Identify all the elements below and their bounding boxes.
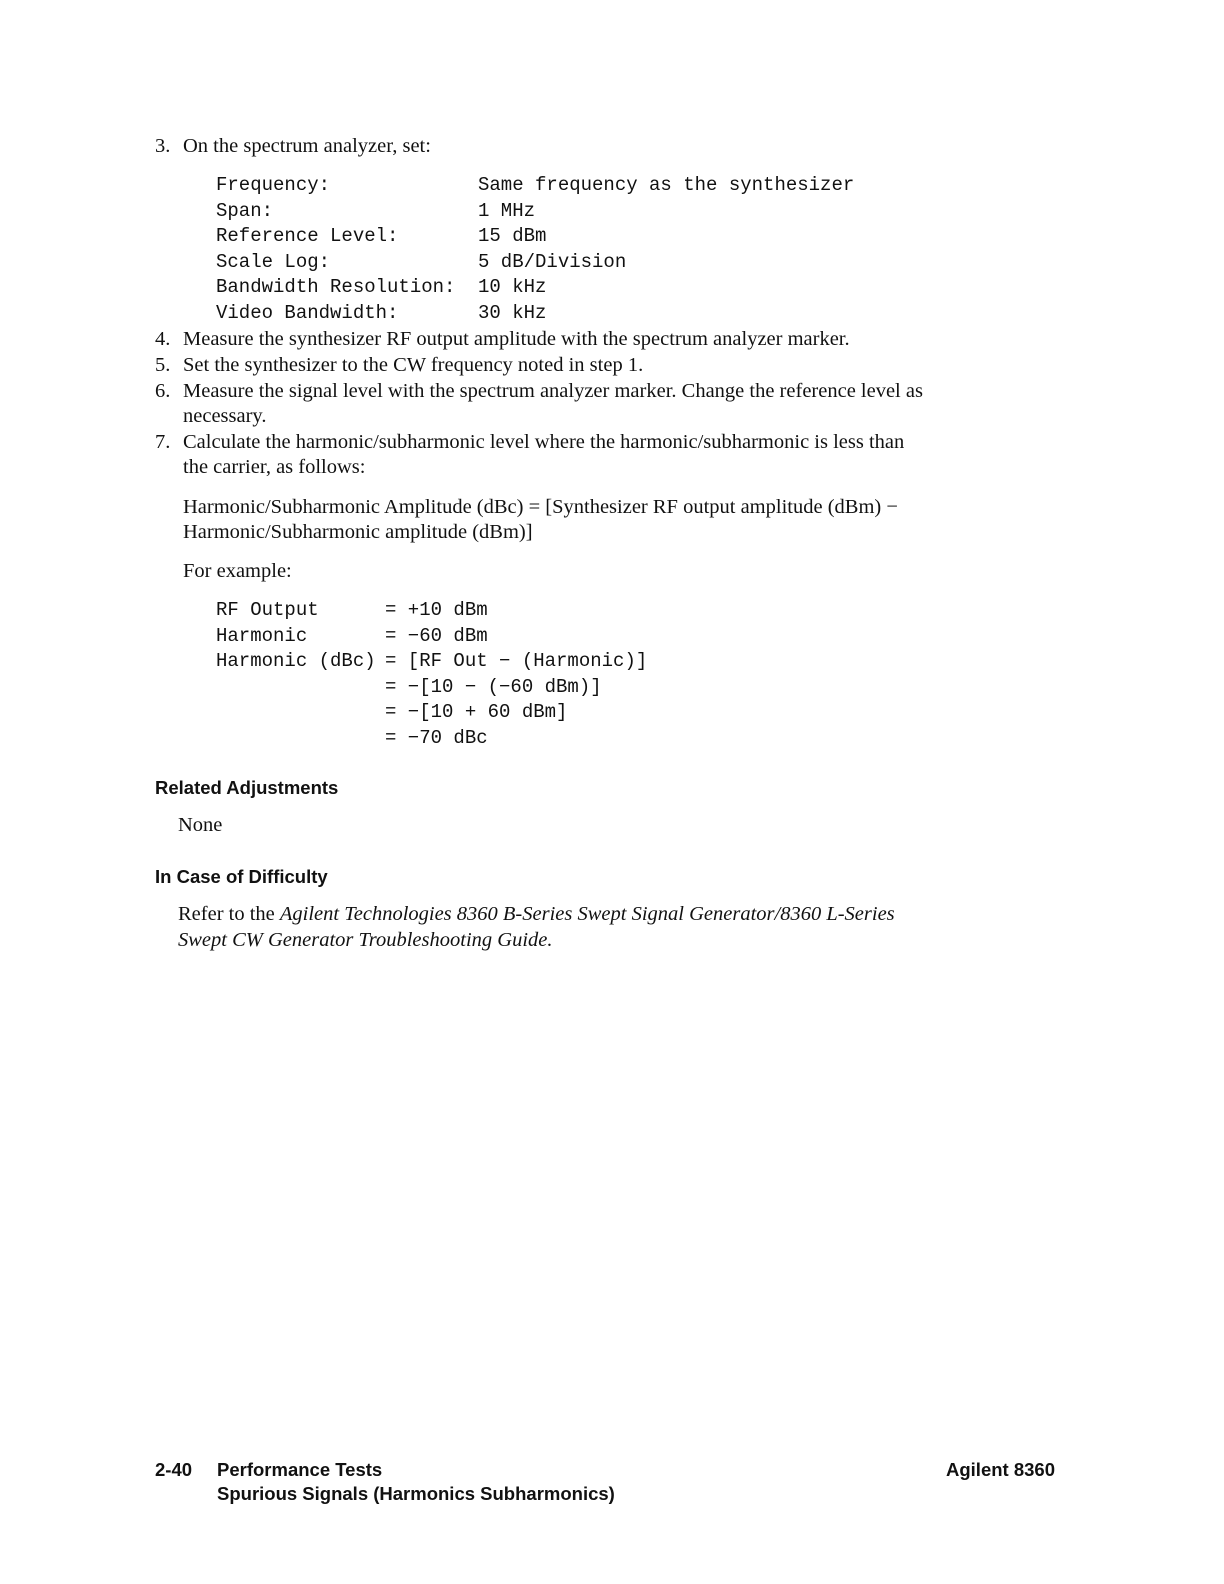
example-label: Harmonic (dBc) xyxy=(216,650,376,672)
footer-page-number: 2-40 xyxy=(155,1459,193,1480)
setting-row xyxy=(216,275,916,300)
difficulty-body xyxy=(178,902,1038,952)
step-text-line-2: necessary. xyxy=(183,405,267,427)
setting-label: Scale Log: xyxy=(216,250,331,273)
formula-line-1: Harmonic/Subharmonic Amplitude (dBc) = [Synthesizer RF output amplitude (dBm) − xyxy=(183,496,898,518)
setting-value: 30 kHz xyxy=(478,301,547,324)
difficulty-heading: In Case of Difficulty xyxy=(155,866,328,887)
example-value: = +10 dBm xyxy=(385,599,488,621)
setting-value: 5 dB/Division xyxy=(478,250,627,273)
footer-subsection: Spurious Signals (Harmonics Subharmonics) xyxy=(217,1483,615,1504)
setting-value: 15 dBm xyxy=(478,225,547,247)
step-text-line-2: the carrier, as follows: xyxy=(183,456,366,478)
step-text-line-1: Calculate the harmonic/subharmonic level where the harmonic/subharmonic is less than xyxy=(183,431,905,453)
refer-prefix: Refer to the xyxy=(178,903,280,925)
setting-value: 1 MHz xyxy=(478,199,536,222)
step-4 xyxy=(155,327,1055,352)
step-number: 4. xyxy=(155,328,171,350)
setting-label: Video Bandwidth: xyxy=(216,301,399,324)
step-text: On the spectrum analyzer, set: xyxy=(183,135,431,157)
setting-label: Frequency: xyxy=(216,174,331,196)
setting-value: Same frequency as the synthesizer xyxy=(478,174,855,196)
harmonic-formula xyxy=(183,495,1043,545)
example-label: Harmonic xyxy=(216,624,308,647)
step-6 xyxy=(155,379,1055,429)
related-adjustments-body: None xyxy=(178,814,223,836)
step-number: 6. xyxy=(155,380,171,402)
step-5 xyxy=(155,353,1055,378)
example-value: = −[10 − (−60 dBm)] xyxy=(385,675,602,698)
setting-row xyxy=(216,301,916,326)
footer-section: Performance Tests xyxy=(217,1459,383,1480)
example-intro: For example: xyxy=(183,560,292,582)
guide-title-part-2: Swept CW Generator Troubleshooting Guide. xyxy=(178,929,553,951)
guide-title-part-1: Agilent Technologies 8360 B-Series Swept Signal Generator/8360 L-Series xyxy=(279,903,895,925)
example-row xyxy=(216,675,716,700)
step-7 xyxy=(155,430,1055,480)
setting-row xyxy=(216,199,916,224)
setting-label: Reference Level: xyxy=(216,225,399,247)
setting-row xyxy=(216,250,916,275)
related-adjustments-heading: Related Adjustments xyxy=(155,777,339,798)
example-value: = −70 dBc xyxy=(385,726,488,749)
example-row xyxy=(216,726,716,751)
analyzer-settings-table xyxy=(216,173,916,329)
example-calculation xyxy=(216,598,716,754)
example-row xyxy=(216,700,716,725)
footer-product: Agilent 8360 xyxy=(946,1459,1055,1480)
example-value: = [RF Out − (Harmonic)] xyxy=(385,650,648,672)
difficulty-line-1 xyxy=(178,902,895,927)
setting-label: Span: xyxy=(216,199,274,222)
example-value: = −[10 + 60 dBm] xyxy=(385,701,568,723)
example-value: = −60 dBm xyxy=(385,624,488,647)
step-number: 5. xyxy=(155,354,171,376)
example-row xyxy=(216,649,716,674)
formula-line-2: Harmonic/Subharmonic amplitude (dBm)] xyxy=(183,521,533,543)
setting-value: 10 kHz xyxy=(478,276,547,298)
setting-row xyxy=(216,224,916,249)
setting-label: Bandwidth Resolution: xyxy=(216,276,456,298)
step-3 xyxy=(155,134,1055,159)
step-number: 7. xyxy=(155,431,171,453)
difficulty-line-2 xyxy=(178,928,553,953)
step-number: 3. xyxy=(155,135,171,157)
step-text: Set the synthesizer to the CW frequency noted in step 1. xyxy=(183,354,644,376)
example-row xyxy=(216,598,716,623)
step-text: Measure the synthesizer RF output amplitude with the spectrum analyzer marker. xyxy=(183,328,850,350)
setting-row xyxy=(216,173,916,198)
example-label: RF Output xyxy=(216,599,319,621)
step-text-line-1: Measure the signal level with the spectrum analyzer marker. Change the reference level as xyxy=(183,380,923,402)
example-row xyxy=(216,624,716,649)
